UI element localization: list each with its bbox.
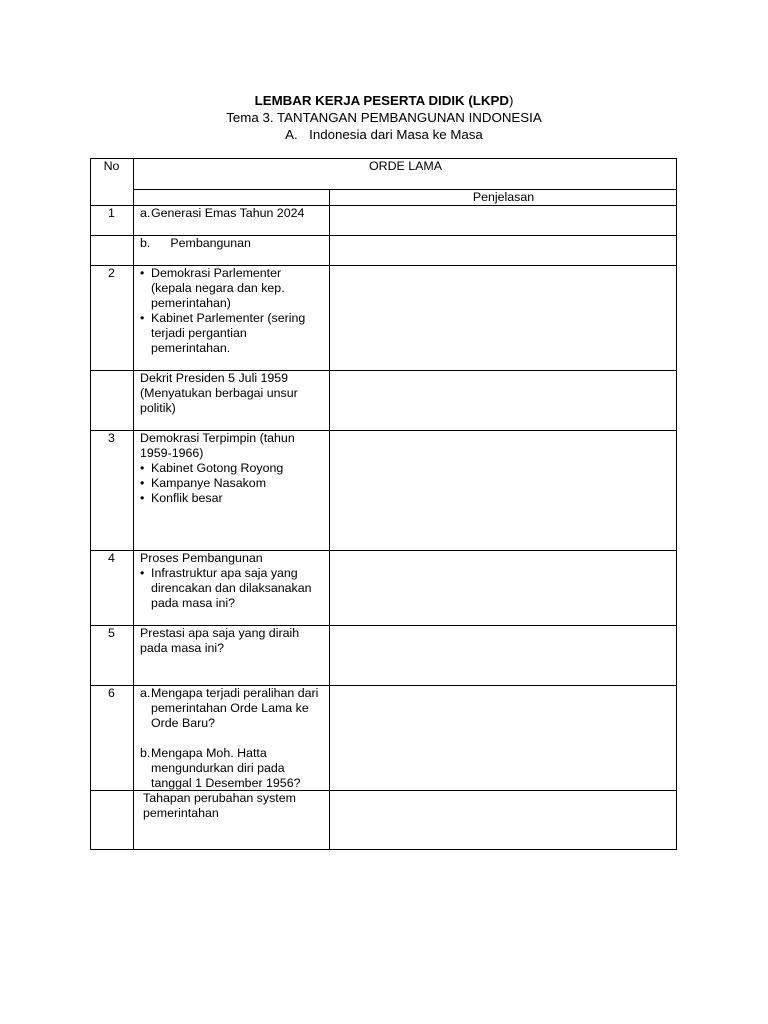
header-penjelasan: Penjelasan: [472, 190, 535, 204]
worksheet-table: [90, 158, 677, 850]
column-divider-no: [133, 158, 134, 850]
table-row: [140, 551, 322, 611]
row-number: 4: [108, 551, 115, 565]
table-border-left: [90, 158, 91, 850]
table-row: [140, 266, 320, 356]
row-number: 1: [108, 206, 115, 220]
section-title: A. Indonesia dari Masa ke Masa: [285, 127, 483, 142]
table-border-right: [676, 158, 677, 850]
row-number: 2: [108, 266, 115, 280]
list-item: • Kabinet Gotong Royong: [140, 461, 320, 476]
table-row: b. Pembangunan: [140, 236, 251, 250]
header-orde-lama: ORDE LAMA: [369, 159, 442, 173]
header-no: No: [103, 159, 120, 173]
list-item: • Demokrasi Parlementer (kepala negara dan kep. pemerintahan): [140, 266, 320, 311]
list-item: • Infrastruktur apa saja yang direncakan dan dilaksanakan pada masa ini?: [140, 566, 322, 611]
table-row: Tahapan perubahan system pemerintahan: [143, 791, 296, 820]
row-number: 6: [108, 686, 115, 700]
worksheet-title: LEMBAR KERJA PESERTA DIDIK (LKPD): [254, 93, 514, 108]
column-divider-explanation: [329, 189, 330, 850]
list-item: a. Mengapa terjadi peralihan dari pemerintahan Orde Lama ke Orde Baru?: [140, 686, 319, 730]
table-border-bottom: [90, 849, 677, 850]
table-row: [140, 431, 320, 506]
row-intro: Demokrasi Terpimpin (tahun 1959-1966): [140, 431, 295, 460]
table-row: [140, 206, 328, 221]
table-row: Prestasi apa saja yang diraih pada masa ini?: [140, 626, 300, 655]
row-intro: Proses Pembangunan: [140, 551, 263, 565]
list-item: • Kampanye Nasakom: [140, 476, 320, 491]
row-number: 5: [108, 626, 115, 640]
list-item: • Kabinet Parlementer (sering terjadi pergantian pemerintahan.: [140, 311, 320, 356]
table-row: [140, 686, 326, 791]
list-item: • Konflik besar: [140, 491, 320, 506]
theme-title: Tema 3. TANTANGAN PEMBANGUNAN INDONESIA: [226, 110, 542, 125]
list-item: b. Mengapa Moh. Hatta mengundurkan diri pada tanggal 1 Desember 1956?: [140, 746, 301, 790]
table-row: Dekrit Presiden 5 Juli 1959 (Menyatukan berbagai unsur politik): [140, 371, 298, 415]
row-number: 3: [108, 431, 115, 445]
list-item: a. Generasi Emas Tahun 2024: [140, 206, 305, 220]
